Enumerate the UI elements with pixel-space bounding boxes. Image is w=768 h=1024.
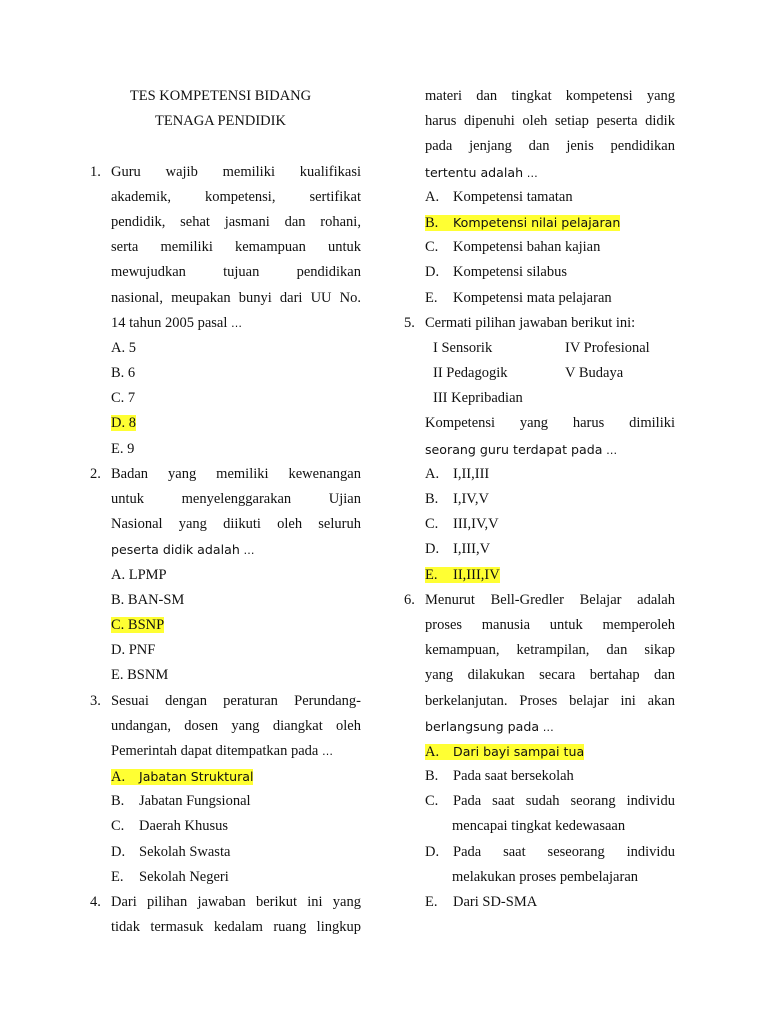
word: kedalam (213, 919, 263, 936)
ellipsis: … (606, 443, 619, 457)
question-text-line (90, 512, 361, 537)
option-c[interactable] (404, 235, 675, 260)
word: mewujudkan (111, 264, 186, 281)
ellipsis: … (321, 744, 334, 758)
question-text-line (90, 235, 361, 260)
word: oleh (522, 113, 548, 130)
option-label: A. (111, 769, 126, 786)
ellipsis: … (231, 316, 244, 330)
option-text: Dari bayi sampai tua (453, 743, 585, 759)
option-d-highlighted-answer[interactable]: D. 8 (111, 415, 136, 432)
option-b[interactable]: B. BAN-SM (111, 591, 185, 608)
word: kompetensi, (204, 188, 276, 205)
question-text-line (404, 109, 675, 134)
word: harus (425, 113, 457, 130)
word: peraturan (223, 692, 278, 709)
option-text: Kompetensi nilai pelajaran (453, 214, 621, 230)
question-text-line (404, 689, 675, 714)
question-text-last-line: Pemerintah dapat ditempatkan pada (111, 742, 319, 759)
question-text-line (111, 160, 361, 185)
question-text-line (111, 890, 361, 915)
word: pendidik, (111, 213, 166, 230)
option-text: Kompetensi tamatan (453, 188, 573, 205)
word: materi (425, 88, 463, 104)
word: individu (626, 793, 675, 810)
word: Perundang- (294, 692, 361, 709)
option-text (453, 789, 675, 814)
word: adalah (637, 591, 675, 608)
word: akademik, (111, 188, 171, 205)
word: dengan (165, 692, 207, 709)
question-text-line (90, 185, 361, 210)
word: yang (646, 88, 675, 104)
question-text-last-line: tertentu adalah (425, 164, 524, 180)
word: dan (606, 642, 628, 659)
word: dan (654, 667, 675, 684)
option-label: E. (111, 868, 124, 885)
option-label: C. (425, 516, 439, 533)
question-text-line (404, 638, 675, 663)
question-text-line (90, 260, 361, 285)
option-c-highlighted-answer[interactable]: C. BSNP (111, 616, 165, 633)
right-column (404, 84, 675, 915)
word: untuk (327, 239, 361, 256)
option-text: Kompetensi silabus (453, 264, 567, 281)
word: tingkat (511, 88, 552, 104)
word: memperoleh (602, 616, 675, 633)
word: berikut (255, 894, 298, 910)
option-text: Kompetensi bahan kajian (453, 239, 601, 256)
question-intro: Cermati pilihan jawaban berikut ini: (425, 314, 636, 331)
title-line-2: TENAGA PENDIDIK (155, 113, 286, 130)
word: dimiliki (629, 415, 675, 432)
word: oleh (336, 717, 361, 734)
word: dan (284, 213, 306, 230)
choice-items-row (404, 336, 675, 361)
question-2 (90, 462, 361, 689)
word: wajib (165, 163, 198, 180)
choice-item: II Pedagogik (433, 365, 508, 382)
option-text: II,III,IV (453, 566, 500, 583)
ellipsis: … (526, 166, 539, 180)
option-label: C. (111, 818, 125, 835)
word: Guru (111, 163, 141, 180)
option-label: E. (425, 566, 438, 583)
word: meupakan (171, 289, 231, 306)
word: ketrampilan, (516, 642, 590, 659)
word: setiap (555, 113, 589, 130)
word: Proses (519, 692, 558, 709)
word: Nasional (111, 516, 163, 533)
question-text-last-line: berlangsung pada (425, 718, 540, 734)
word: yang (231, 717, 260, 734)
question-number: 6. (404, 591, 415, 608)
question-text-line (90, 714, 361, 739)
option-text: Dari SD-SMA (453, 894, 538, 910)
choice-item: V Budaya (565, 365, 624, 382)
question-number: 5. (404, 314, 415, 331)
choice-item: IV Profesional (565, 339, 650, 356)
word: untuk (111, 491, 145, 507)
option-label: B. (425, 491, 439, 507)
ellipsis: … (243, 544, 256, 558)
word: lingkup (316, 919, 361, 936)
word: kemampuan (234, 239, 306, 256)
word: Kompetensi (425, 415, 496, 432)
question-text-line (425, 588, 675, 613)
word: harus (572, 415, 605, 432)
word: seluruh (318, 516, 361, 533)
word: pendidikan (296, 264, 361, 281)
word: Bell-Gredler (490, 591, 564, 608)
word: Pada (453, 843, 482, 860)
option-d[interactable] (404, 260, 675, 285)
question-number: 1. (90, 163, 101, 180)
word: memiliki (222, 163, 275, 180)
word: dan (476, 88, 498, 104)
ellipsis: … (542, 720, 555, 734)
word: kompetensi (565, 88, 633, 104)
option-label: C. (425, 239, 439, 256)
option-e[interactable] (404, 286, 675, 311)
question-text-last-line: peserta didik adalah (111, 542, 240, 558)
question-number: 2. (90, 465, 101, 482)
word: oleh (277, 516, 303, 533)
option-label: C. (425, 793, 439, 810)
option-e[interactable]: E. BSNM (111, 667, 169, 684)
question-number: 3. (90, 692, 101, 709)
option-e-highlighted-answer[interactable] (425, 567, 500, 583)
option-c[interactable] (404, 512, 675, 537)
option-a-highlighted-answer[interactable] (111, 769, 253, 785)
question-1 (90, 160, 361, 462)
word: saat (503, 843, 526, 860)
question-text-line (404, 613, 675, 638)
option-text: Sekolah Negeri (139, 868, 229, 885)
option-label: D. (111, 843, 126, 860)
option-text: Jabatan Fungsional (139, 793, 251, 810)
word: belajar (569, 692, 609, 709)
word: dari (279, 289, 303, 306)
word: dipenuhi (464, 113, 515, 130)
word: yang (425, 667, 454, 684)
choice-items-row (404, 361, 675, 386)
word: yang (332, 894, 361, 910)
option-text: Pada saat bersekolah (453, 768, 574, 785)
option-label: D. (425, 264, 440, 281)
word: secara (539, 667, 576, 684)
word: peserta (596, 113, 638, 130)
option-b[interactable] (404, 487, 675, 512)
word: rohani, (320, 213, 361, 230)
word: UU (310, 289, 332, 306)
word: jawaban (197, 894, 246, 910)
question-4-start (90, 890, 361, 940)
word: jenjang (469, 138, 512, 155)
choice-item: III Kepribadian (433, 390, 523, 407)
word: kewenangan (288, 465, 361, 482)
question-text-line (90, 210, 361, 235)
word: Dari (111, 894, 137, 910)
word: akan (647, 692, 675, 709)
word: diangkat (272, 717, 323, 734)
word: No. (339, 289, 361, 306)
word: Pada (453, 793, 482, 810)
option-d[interactable] (90, 840, 361, 865)
question-text-line (404, 84, 675, 109)
option-text: I,IV,V (453, 491, 489, 507)
word: undangan, (111, 717, 171, 734)
option-a-highlighted-answer[interactable] (425, 744, 584, 760)
word: jasmani (224, 213, 270, 230)
question-text-line (111, 689, 361, 714)
question-4-continued (404, 84, 675, 311)
word: kemampuan, (425, 642, 500, 659)
word: diikuti (223, 516, 261, 533)
word: memiliki (216, 465, 269, 482)
option-b[interactable] (90, 789, 361, 814)
word: ini (620, 692, 636, 709)
option-c[interactable]: C. 7 (111, 390, 136, 407)
option-label: D. (425, 843, 440, 860)
word: nasional, (111, 289, 163, 306)
word: Ujian (328, 491, 361, 507)
option-b[interactable] (404, 764, 675, 789)
option-c[interactable] (404, 789, 675, 814)
option-label: E. (425, 289, 438, 306)
word: termasuk (150, 919, 204, 936)
question-6 (404, 588, 675, 915)
word: tujuan (223, 264, 260, 281)
word: sikap (644, 642, 675, 659)
question-text-last-line: 14 tahun 2005 pasal (111, 314, 228, 331)
option-b[interactable]: B. 6 (111, 365, 136, 382)
option-text (453, 840, 675, 865)
option-text: Kompetensi mata pelajaran (453, 289, 612, 306)
word: jenis (566, 138, 594, 155)
option-e[interactable] (404, 890, 675, 915)
option-d[interactable] (404, 537, 675, 562)
question-text-line (404, 411, 675, 436)
option-text: Sekolah Swasta (139, 843, 231, 860)
option-d[interactable]: D. PNF (111, 642, 156, 659)
word: sertifikat (309, 188, 361, 205)
word: berkelanjutan. (425, 692, 508, 709)
option-d[interactable] (404, 840, 675, 865)
word: seseorang (547, 843, 605, 860)
word: pendidikan (610, 138, 675, 155)
option-label: A. (425, 465, 440, 482)
word: proses (425, 616, 463, 633)
option-text: Daerah Khusus (139, 818, 228, 835)
word: kualifikasi (299, 163, 361, 180)
choice-item: I Sensorik (433, 339, 493, 356)
option-e[interactable] (90, 865, 361, 890)
word: ini (307, 894, 323, 910)
word: bertahap (589, 667, 640, 684)
option-e[interactable]: E. 9 (111, 440, 135, 457)
word: serta (111, 239, 139, 256)
option-a[interactable] (404, 462, 675, 487)
question-text-line (404, 134, 675, 159)
title-line-1: TES KOMPETENSI BIDANG (129, 88, 312, 104)
option-text: Jabatan Struktural (139, 769, 254, 785)
word: dan (528, 138, 550, 155)
word: yang (168, 465, 197, 482)
question-text-line (90, 487, 361, 512)
option-label: A. (425, 743, 440, 760)
question-text-line (111, 462, 361, 487)
option-c[interactable] (90, 814, 361, 839)
word: seorang (570, 793, 616, 810)
option-a[interactable]: A. LPMP (111, 566, 167, 583)
option-label: A. (425, 188, 440, 205)
option-label: E. (425, 894, 438, 910)
option-text: III,IV,V (453, 516, 499, 533)
word: Menurut (425, 591, 475, 608)
word: menyelenggarakan (181, 491, 292, 507)
word: pilihan (146, 894, 188, 910)
option-text-continued: mencapai tingkat kedewasaan (452, 818, 626, 835)
left-column (90, 84, 361, 940)
option-label: B. (425, 214, 439, 231)
choice-items-row (404, 386, 675, 411)
word: sudah (525, 793, 560, 810)
word: manusia (481, 616, 531, 633)
word: saat (492, 793, 515, 810)
option-a[interactable] (404, 185, 675, 210)
word: sehat (180, 213, 210, 230)
word: ruang (273, 919, 307, 936)
word: yang (519, 415, 549, 432)
word: didik (645, 113, 675, 130)
word: memiliki (160, 239, 213, 256)
word: untuk (549, 616, 583, 633)
option-text: I,II,III (453, 465, 490, 482)
word: dilakukan (467, 667, 525, 684)
option-b-highlighted-answer[interactable] (425, 215, 620, 231)
option-text: I,III,V (453, 541, 491, 558)
word: dosen (184, 717, 219, 734)
word: individu (626, 843, 675, 860)
word: pada (425, 138, 453, 155)
question-5 (404, 311, 675, 588)
word: Belajar (579, 591, 622, 608)
word: yang (178, 516, 207, 533)
word: Badan (111, 465, 149, 482)
option-label: B. (425, 768, 439, 785)
option-text-continued: melakukan proses pembelajaran (452, 868, 639, 885)
word: tidak (111, 919, 140, 936)
word: Sesuai (111, 692, 149, 709)
option-label: B. (111, 793, 125, 810)
word: bunyi (238, 289, 272, 306)
question-text-line (90, 915, 361, 940)
question-number: 4. (90, 894, 101, 910)
question-text-last-line: seorang guru terdapat pada (425, 441, 603, 457)
question-text-line (404, 663, 675, 688)
question-text-line (90, 286, 361, 311)
option-label: D. (425, 541, 440, 558)
option-a[interactable]: A. 5 (111, 339, 136, 356)
question-3 (90, 689, 361, 891)
